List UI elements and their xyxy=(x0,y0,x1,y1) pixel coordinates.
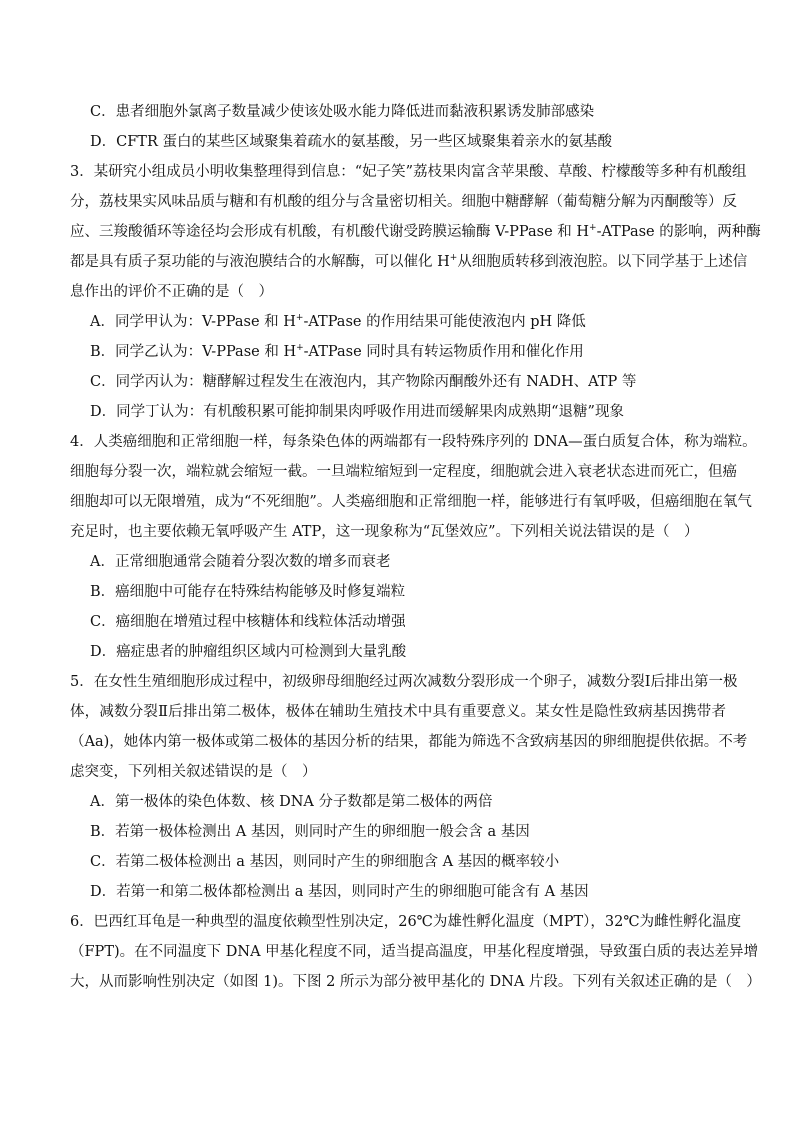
q3-option-d: D．同学丁认为：有机酸积累可能抑制果肉呼吸作用进而缓解果肉成熟期“退糖”现象 xyxy=(90,404,624,420)
q5-stem-line-2: 体，减数分裂Ⅱ后排出第二极体，极体在辅助生殖技术中具有重要意义。某女性是隐性致病基因携带者 xyxy=(70,704,726,720)
q5-stem-line-4: 虑突变，下列相关叙述错误的是（ ） xyxy=(70,764,317,780)
q6-stem-line-2: （FPT)。在不同温度下 DNA 甲基化程度不同，适当提高温度，甲基化程度增强，导致蛋白质的表达差异增 xyxy=(70,944,759,960)
q4-option-c: C．癌细胞在增殖过程中核糖体和线粒体活动增强 xyxy=(90,614,406,630)
superscript-plus: + xyxy=(295,313,304,323)
q4-stem-line-1: 4．人类癌细胞和正常细胞一样，每条染色体的两端都有一段特殊序列的 DNA—蛋白质复合体，称为端粒。 xyxy=(70,434,757,450)
q5-stem-line-3: （Aa)，她体内第一极体或第二极体的基因分析的结果，都能为筛选不含致病基因的卵细胞提供依据。不考 xyxy=(70,734,748,750)
q3-option-b: B．同学乙认为：V-PPase 和 H+-ATPase 同时具有转运物质作用和催化作用 xyxy=(90,343,584,360)
superscript-plus: + xyxy=(589,223,597,233)
q3-option-c: C．同学丙认为：糖酵解过程发生在液泡内，其产物除丙酮酸外还有 NADH、ATP 等 xyxy=(90,374,637,390)
q6-stem-line-1: 6．巴西红耳龟是一种典型的温度依赖型性别决定，26℃为雄性孵化温度（MPT），32℃为雌性孵化温度 xyxy=(70,914,742,930)
q3-stem-line-3: 应、三羧酸循环等途径均会形成有机酸，有机酸代谢受跨膜运输酶 V-PPase 和 H+-ATPase 的影响，两种酶 xyxy=(70,223,761,240)
q3-stem-line-5: 息作出的评价不正确的是（ ） xyxy=(70,284,273,300)
q4-option-d: D．癌症患者的肿瘤组织区域内可检测到大量乳酸 xyxy=(90,644,407,660)
q4-option-a: A．正常细胞通常会随着分裂次数的增多而衰老 xyxy=(90,554,391,570)
q5-option-a: A．第一极体的染色体数、核 DNA 分子数都是第二极体的两倍 xyxy=(90,794,493,810)
option-d-prev: D．CFTR 蛋白的某些区域聚集着疏水的氨基酸，另一些区域聚集着亲水的氨基酸 xyxy=(90,134,612,150)
q6-stem-line-3: 大，从而影响性别决定（如图 1)。下图 2 所示为部分被甲基化的 DNA 片段。下列有关叙述正确的是（ ） xyxy=(70,974,761,990)
q3-stem-line-2: 分，荔枝果实风味品质与糖和有机酸的组分与含量密切相关。细胞中糖酵解（葡萄糖分解为丙酮酸等）反 xyxy=(70,194,737,210)
q4-stem-line-4: 充足时，也主要依赖无氧呼吸产生 ATP，这一现象称为“瓦堡效应”。下列相关说法错误的是（ ） xyxy=(70,524,699,540)
superscript-plus: + xyxy=(449,253,458,263)
q5-option-b: B．若第一极体检测出 A 基因，则同时产生的卵细胞一般会含 a 基因 xyxy=(90,824,530,840)
q3-stem-line-1: 3．某研究小组成员小明收集整理得到信息：“妃子笑”荔枝果肉富含苹果酸、草酸、柠檬酸等多种有机酸组 xyxy=(70,164,747,180)
q4-stem-line-2: 细胞每分裂一次，端粒就会缩短一截。一旦端粒缩短到一定程度，细胞就会进入衰老状态进而死亡，但癌 xyxy=(70,464,737,480)
option-c-prev: C．患者细胞外氯离子数量减少使该处吸水能力降低进而黏液积累诱发肺部感染 xyxy=(90,104,595,120)
q4-option-b: B．癌细胞中可能存在特殊结构能够及时修复端粒 xyxy=(90,584,406,600)
q3-stem-line-4: 都是具有质子泵功能的与液泡膜结合的水解酶，可以催化 H+从细胞质转移到液泡腔。以下同学基于上述信 xyxy=(70,253,748,270)
q3-option-a: A．同学甲认为：V-PPase 和 H+-ATPase 的作用结果可能使液泡内 pH 降低 xyxy=(90,313,586,330)
q5-stem-line-1: 5．在女性生殖细胞形成过程中，初级卵母细胞经过两次减数分裂形成一个卵子，减数分裂Ⅰ后排出第一极 xyxy=(70,674,738,690)
q4-stem-line-3: 细胞却可以无限增殖，成为“不死细胞”。人类癌细胞和正常细胞一样，能够进行有氧呼吸，但癌细胞在氧气 xyxy=(70,494,752,510)
page-content xyxy=(70,97,761,997)
superscript-plus: + xyxy=(296,343,304,353)
q5-option-c: C．若第二极体检测出 a 基因，则同时产生的卵细胞含 A 基因的概率较小 xyxy=(90,854,560,870)
q5-option-d: D．若第一和第二极体都检测出 a 基因，则同时产生的卵细胞可能含有 A 基因 xyxy=(90,884,589,900)
